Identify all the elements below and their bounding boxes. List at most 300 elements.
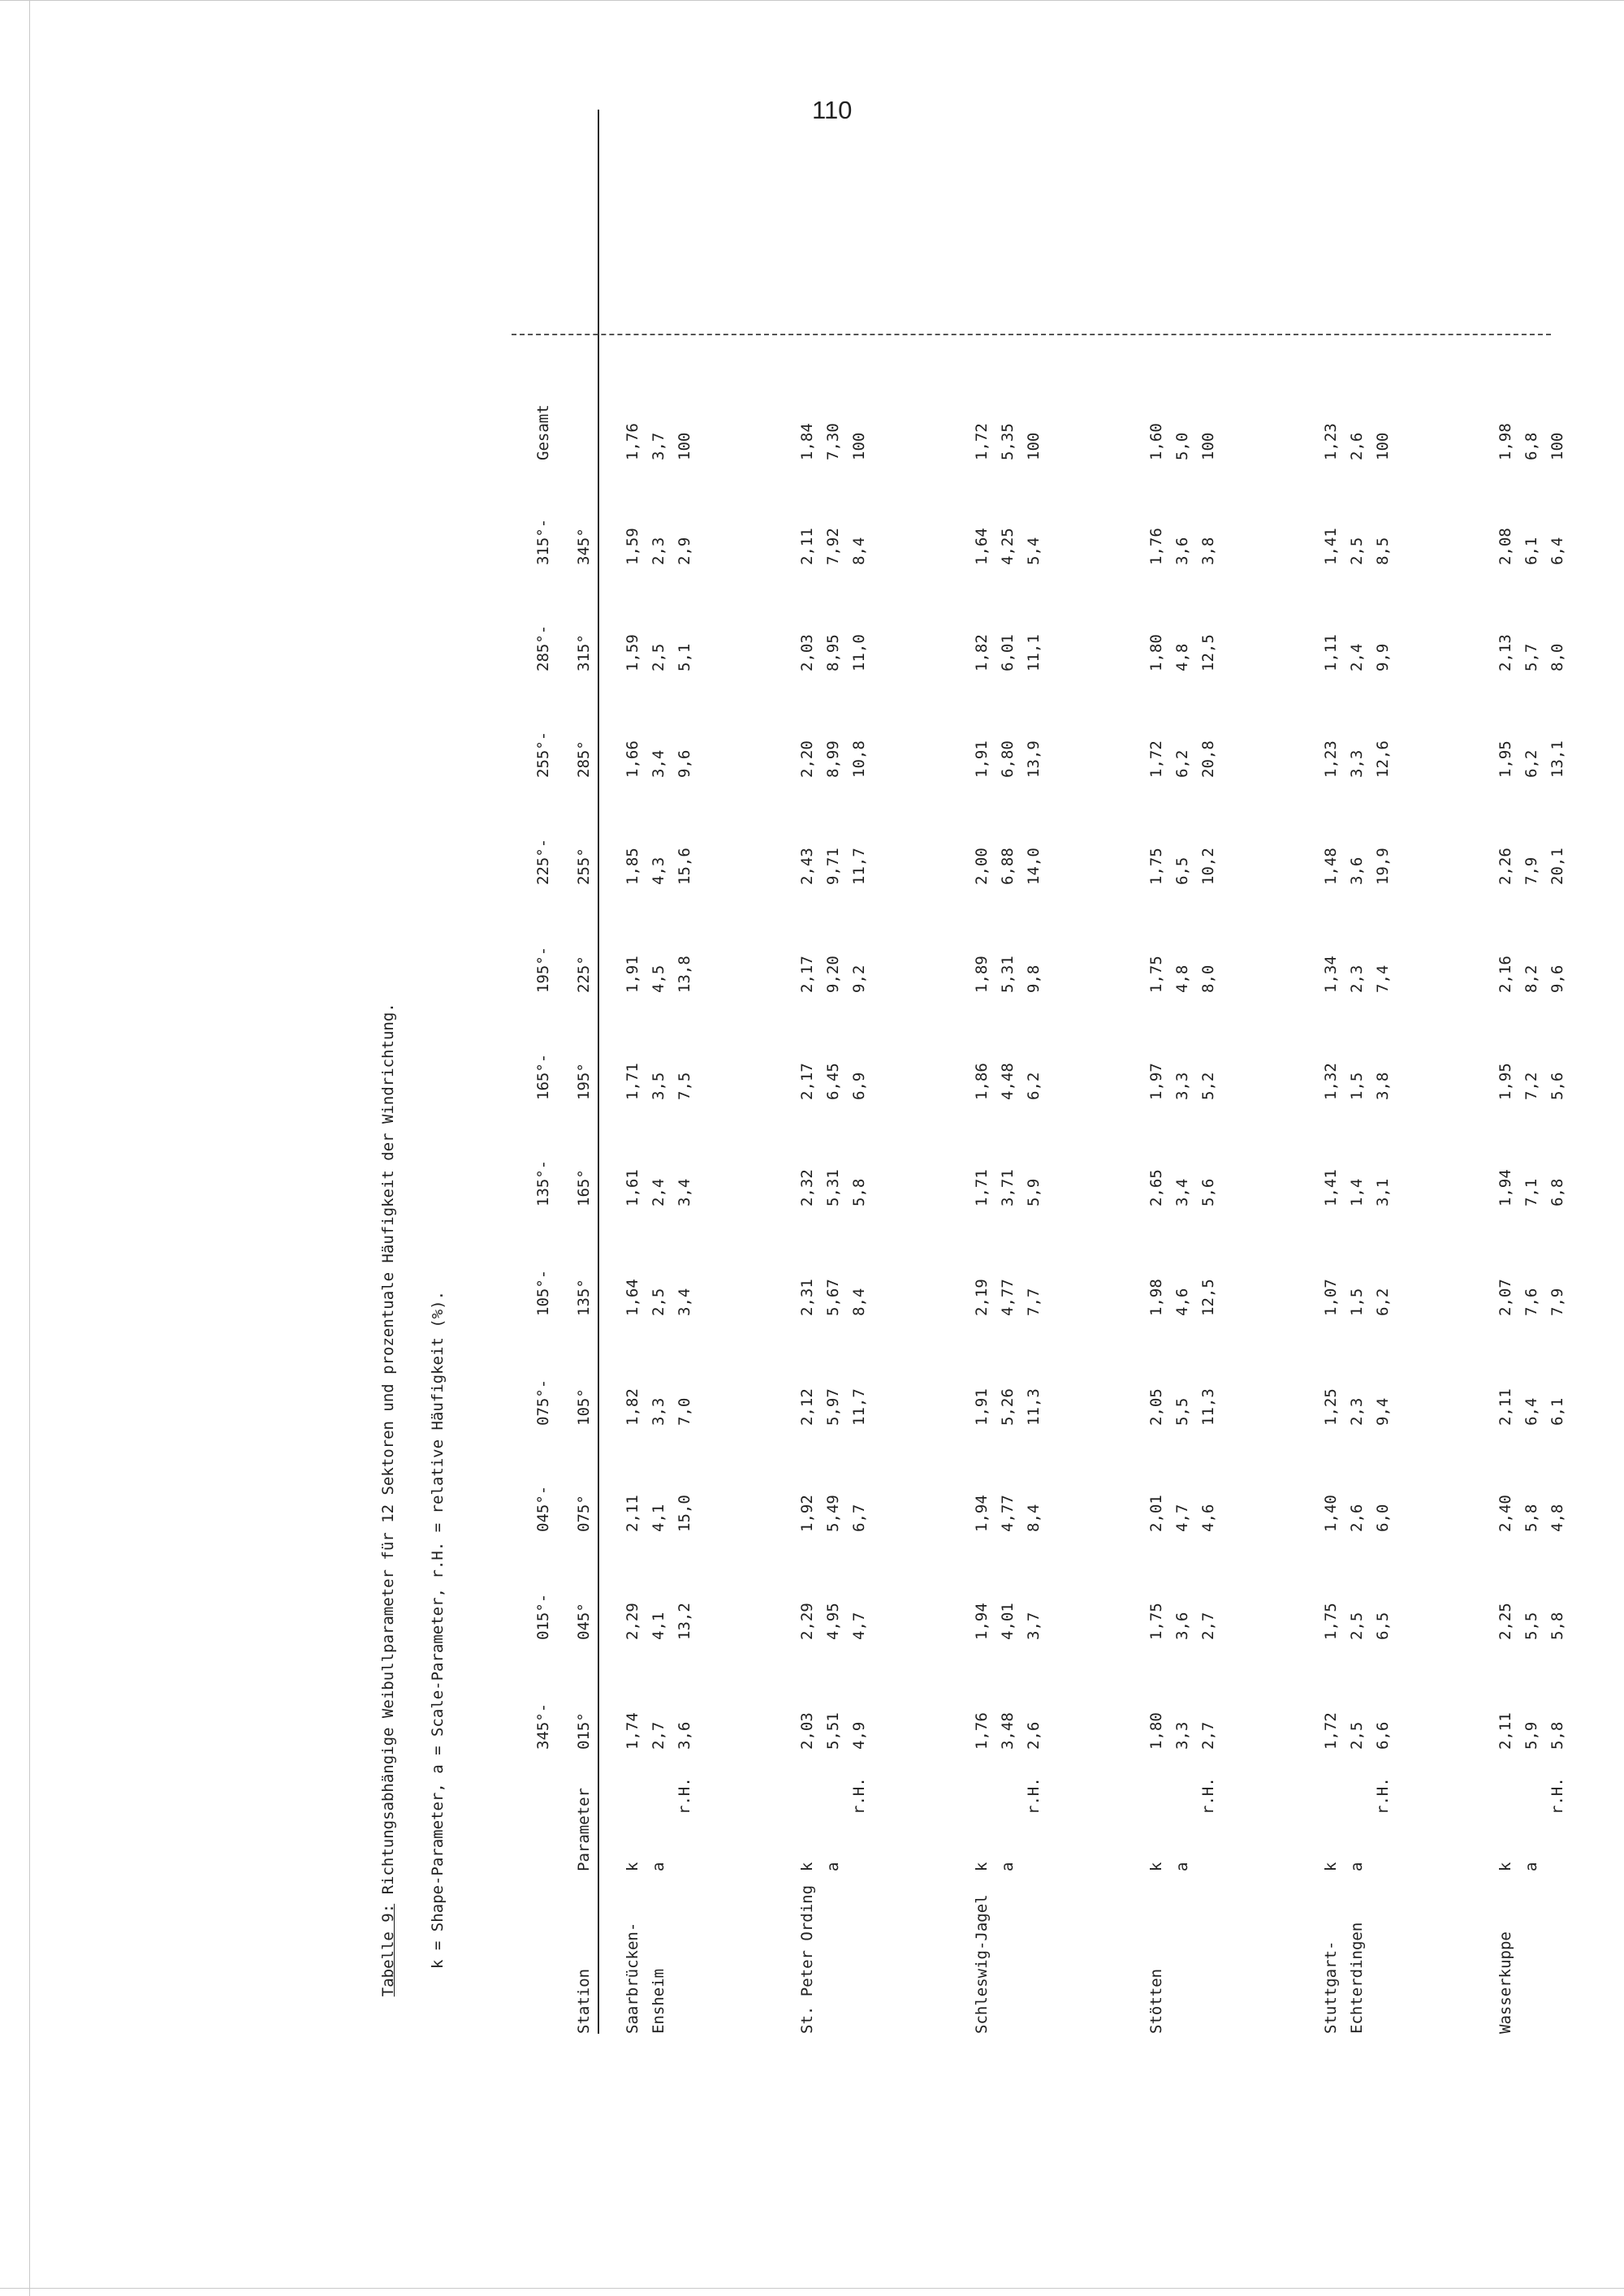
- sector-cell: 2,01: [1147, 1495, 1165, 1532]
- parameter-label: a: [1348, 1862, 1366, 1871]
- table-row: [677, 110, 703, 2034]
- sector-cell: 6,4: [1548, 537, 1566, 565]
- sector-cell: 2,11: [1497, 1712, 1514, 1750]
- sector-cell: 2,29: [624, 1603, 641, 1640]
- sector-cell: 1,75: [1147, 956, 1165, 993]
- table-row: [1376, 110, 1402, 2034]
- sector-cell: 1,85: [624, 848, 641, 885]
- station-name: Stötten: [1147, 1968, 1165, 2034]
- sector-cell: 7,9: [1522, 857, 1540, 885]
- header-sector-to: 195°: [575, 1063, 593, 1100]
- sector-cell: 15,0: [676, 1495, 693, 1532]
- header-rule: [598, 110, 599, 2034]
- sector-cell: 9,71: [824, 848, 842, 885]
- sector-cell: 6,2: [1522, 749, 1540, 778]
- sector-cell: 2,65: [1147, 1169, 1165, 1206]
- sector-cell: 8,0: [1199, 965, 1217, 993]
- table-row: [1201, 110, 1227, 2034]
- table-row: [1498, 110, 1524, 2034]
- sector-cell: 3,3: [650, 1397, 667, 1426]
- parameter-label: k: [1147, 1862, 1165, 1871]
- total-cell: 1,76: [624, 423, 641, 460]
- sector-cell: 5,5: [1522, 1612, 1540, 1640]
- sector-cell: 11,1: [1025, 634, 1043, 671]
- sector-cell: 1,82: [973, 634, 991, 671]
- table-legend: k = Shape-Parameter, a = Scale-Parameter, r.H. = relative Häufigkeit (%).: [429, 1290, 447, 1969]
- sector-cell: 1,07: [1322, 1279, 1340, 1316]
- sector-cell: 7,2: [1522, 1072, 1540, 1100]
- sector-cell: 6,2: [1025, 1072, 1043, 1100]
- sector-cell: 2,11: [624, 1495, 641, 1532]
- weibull-table: [503, 110, 1624, 2034]
- sector-cell: 14,0: [1025, 848, 1043, 885]
- sector-cell: 1,91: [624, 956, 641, 993]
- table-row: [1000, 110, 1026, 2034]
- sector-cell: 1,23: [1322, 740, 1340, 778]
- sector-cell: 6,01: [999, 634, 1017, 671]
- sector-cell: 7,1: [1522, 1178, 1540, 1206]
- sector-cell: 1,76: [1147, 528, 1165, 565]
- sector-cell: 1,89: [973, 956, 991, 993]
- table-row: [1026, 110, 1052, 2034]
- sector-cell: 6,4: [1522, 1397, 1540, 1426]
- scan-edge-left: [29, 0, 30, 2296]
- sector-cell: 2,3: [1348, 965, 1366, 993]
- station-name: Stuttgart-: [1322, 1940, 1340, 2034]
- sector-cell: 2,7: [1199, 1612, 1217, 1640]
- sector-cell: 3,5: [650, 1072, 667, 1100]
- sector-cell: 5,31: [999, 956, 1017, 993]
- table-row: [1524, 110, 1550, 2034]
- sector-cell: 3,4: [676, 1288, 693, 1316]
- total-cell: 2,6: [1348, 432, 1366, 460]
- sector-cell: 5,5: [1173, 1397, 1191, 1426]
- sector-cell: 1,66: [624, 740, 641, 778]
- sector-cell: 15,6: [676, 848, 693, 885]
- total-cell: 100: [1025, 432, 1043, 460]
- sector-cell: 4,9: [850, 1721, 868, 1750]
- sector-cell: 2,3: [1348, 1397, 1366, 1426]
- table-row: [1324, 110, 1350, 2034]
- parameter-label: r.H.: [676, 1777, 693, 1815]
- station-name: St. Peter Ording: [798, 1884, 816, 2034]
- sector-cell: 1,74: [624, 1712, 641, 1750]
- station-name: Wasserkuppe: [1497, 1931, 1514, 2034]
- total-cell: 100: [850, 432, 868, 460]
- parameter-label: k: [973, 1862, 991, 1871]
- sector-cell: 2,40: [1497, 1495, 1514, 1532]
- sector-cell: 1,5: [1348, 1288, 1366, 1316]
- total-cell: 1,23: [1322, 423, 1340, 460]
- sector-cell: 4,01: [999, 1603, 1017, 1640]
- header-sector-from: 345°-: [534, 1703, 552, 1750]
- total-cell: 3,7: [650, 432, 667, 460]
- sector-cell: 5,26: [999, 1388, 1017, 1426]
- sector-cell: 5,49: [824, 1495, 842, 1532]
- sector-cell: 3,6: [1173, 1612, 1191, 1640]
- sector-cell: 1,48: [1322, 848, 1340, 885]
- total-cell: 100: [1548, 432, 1566, 460]
- sector-cell: 2,43: [798, 848, 816, 885]
- table-row: [625, 110, 651, 2034]
- sector-cell: 1,59: [624, 634, 641, 671]
- header-sector-from: 165°-: [534, 1053, 552, 1100]
- sector-cell: 10,8: [850, 740, 868, 778]
- sector-cell: 4,7: [850, 1612, 868, 1640]
- sector-cell: 20,1: [1548, 848, 1566, 885]
- sector-cell: 9,20: [824, 956, 842, 993]
- sector-cell: 8,5: [1374, 537, 1392, 565]
- sector-cell: 1,41: [1322, 1169, 1340, 1206]
- sector-cell: 3,6: [1173, 537, 1191, 565]
- sector-cell: 2,08: [1497, 528, 1514, 565]
- header-sector-to: 225°: [575, 956, 593, 993]
- sector-cell: 4,25: [999, 528, 1017, 565]
- table-row: [651, 110, 677, 2034]
- header-sector-from: 105°-: [534, 1269, 552, 1316]
- sector-cell: 3,3: [1348, 749, 1366, 778]
- sector-cell: 11,3: [1025, 1388, 1043, 1426]
- header-sector-to: 135°: [575, 1279, 593, 1316]
- sector-cell: 5,6: [1548, 1072, 1566, 1100]
- header-sector-from: 135°-: [534, 1159, 552, 1206]
- sector-cell: 6,5: [1173, 857, 1191, 885]
- sector-cell: 12,5: [1199, 634, 1217, 671]
- rotated-table-page: [357, 69, 1624, 2034]
- sector-cell: 3,1: [1374, 1178, 1392, 1206]
- sector-cell: 4,77: [999, 1495, 1017, 1532]
- header-sector-from: 285°-: [534, 624, 552, 671]
- sector-cell: 9,8: [1025, 965, 1043, 993]
- sector-cell: 2,20: [798, 740, 816, 778]
- sector-cell: 1,94: [1497, 1169, 1514, 1206]
- sector-cell: 5,8: [1522, 1504, 1540, 1532]
- caption-label: Tabelle 9:: [379, 1903, 397, 1997]
- sector-cell: 1,11: [1322, 634, 1340, 671]
- station-name: Echterdingen: [1348, 1922, 1366, 2034]
- sector-cell: 1,82: [624, 1388, 641, 1426]
- sector-cell: 5,67: [824, 1279, 842, 1316]
- sector-cell: 3,3: [1173, 1072, 1191, 1100]
- sector-cell: 11,7: [850, 848, 868, 885]
- header-sector-to: 345°: [575, 528, 593, 565]
- header-sector-from: 075°-: [534, 1379, 552, 1426]
- table-row: [1550, 110, 1576, 2034]
- parameter-label: a: [1522, 1862, 1540, 1871]
- sector-cell: 5,8: [1548, 1612, 1566, 1640]
- sector-cell: 2,4: [1348, 643, 1366, 671]
- total-cell: 1,98: [1497, 423, 1514, 460]
- header-sector-to: 255°: [575, 848, 593, 885]
- sector-cell: 2,31: [798, 1279, 816, 1316]
- parameter-label: k: [1322, 1862, 1340, 1871]
- sector-cell: 3,4: [1173, 1178, 1191, 1206]
- sector-cell: 6,8: [1548, 1178, 1566, 1206]
- header-parameter: Parameter: [575, 1788, 593, 1871]
- header-sector-to: 105°: [575, 1388, 593, 1426]
- sector-cell: 6,1: [1548, 1397, 1566, 1426]
- sector-cell: 3,6: [676, 1721, 693, 1750]
- table-row: [852, 110, 878, 2034]
- sector-cell: 9,6: [676, 749, 693, 778]
- sector-cell: 2,12: [798, 1388, 816, 1426]
- total-cell: 100: [1374, 432, 1392, 460]
- header-sector-from: 045°-: [534, 1485, 552, 1532]
- station-name: Ensheim: [650, 1968, 667, 2034]
- sector-cell: 1,64: [973, 528, 991, 565]
- sector-cell: 2,16: [1497, 956, 1514, 993]
- sector-cell: 4,8: [1548, 1504, 1566, 1532]
- sector-cell: 9,2: [850, 965, 868, 993]
- sector-cell: 8,2: [1522, 965, 1540, 993]
- sector-cell: 6,80: [999, 740, 1017, 778]
- sector-cell: 6,6: [1374, 1721, 1392, 1750]
- sector-cell: 13,9: [1025, 740, 1043, 778]
- table-caption: [365, 1003, 412, 2034]
- parameter-label: r.H.: [1025, 1777, 1043, 1815]
- sector-cell: 11,3: [1199, 1388, 1217, 1426]
- header-total: Gesamt: [534, 404, 552, 460]
- sector-cell: 8,0: [1548, 643, 1566, 671]
- sector-cell: 1,32: [1322, 1063, 1340, 1100]
- sector-cell: 1,98: [1147, 1279, 1165, 1316]
- sector-cell: 2,26: [1497, 848, 1514, 885]
- sector-cell: 5,1: [676, 643, 693, 671]
- parameter-label: r.H.: [1548, 1777, 1566, 1815]
- table-row: [800, 110, 826, 2034]
- sector-cell: 3,71: [999, 1169, 1017, 1206]
- sector-cell: 2,5: [1348, 1612, 1366, 1640]
- header-sector-to: 045°: [575, 1603, 593, 1640]
- sector-cell: 5,51: [824, 1712, 842, 1750]
- sector-cell: 2,00: [973, 848, 991, 885]
- station-name: Schleswig-Jagel: [973, 1894, 991, 2034]
- sector-cell: 1,92: [798, 1495, 816, 1532]
- sector-cell: 7,0: [676, 1397, 693, 1426]
- sector-cell: 4,1: [650, 1504, 667, 1532]
- sector-cell: 1,80: [1147, 1712, 1165, 1750]
- sector-cell: 7,6: [1522, 1288, 1540, 1316]
- sector-cell: 6,88: [999, 848, 1017, 885]
- sector-cell: 2,5: [650, 1288, 667, 1316]
- parameter-label: r.H.: [850, 1777, 868, 1815]
- sector-cell: 5,8: [850, 1178, 868, 1206]
- sector-cell: 6,5: [1374, 1612, 1392, 1640]
- table-row: [1175, 110, 1201, 2034]
- scan-edge-top: [0, 0, 1624, 1]
- sector-cell: 8,4: [850, 537, 868, 565]
- sector-cell: 3,4: [676, 1178, 693, 1206]
- table-row: [1350, 110, 1376, 2034]
- sector-cell: 1,80: [1147, 634, 1165, 671]
- parameter-label: r.H.: [1374, 1777, 1392, 1815]
- sector-cell: 6,2: [1374, 1288, 1392, 1316]
- sector-cell: 6,2: [1173, 749, 1191, 778]
- sector-cell: 1,75: [1147, 848, 1165, 885]
- sector-cell: 4,77: [999, 1279, 1017, 1316]
- sector-cell: 13,8: [676, 956, 693, 993]
- sector-cell: 12,5: [1199, 1279, 1217, 1316]
- sector-cell: 6,7: [850, 1504, 868, 1532]
- sector-cell: 2,17: [798, 956, 816, 993]
- sector-cell: 4,7: [1173, 1504, 1191, 1532]
- page-number: 110: [812, 96, 853, 124]
- sector-cell: 7,4: [1374, 965, 1392, 993]
- total-cell: 100: [676, 432, 693, 460]
- sector-cell: 1,59: [624, 528, 641, 565]
- sector-cell: 1,86: [973, 1063, 991, 1100]
- sector-cell: 3,4: [650, 749, 667, 778]
- sector-cell: 1,40: [1322, 1495, 1340, 1532]
- header-sector-to: 015°: [575, 1712, 593, 1750]
- total-cell: 6,8: [1522, 432, 1540, 460]
- sector-cell: 2,32: [798, 1169, 816, 1206]
- sector-cell: 4,8: [1173, 965, 1191, 993]
- sector-cell: 4,3: [650, 857, 667, 885]
- sector-cell: 5,4: [1025, 537, 1043, 565]
- sector-cell: 5,9: [1025, 1178, 1043, 1206]
- table-row: [826, 110, 852, 2034]
- sector-cell: 1,95: [1497, 1063, 1514, 1100]
- sector-cell: 4,6: [1173, 1288, 1191, 1316]
- header-station: Station: [575, 1968, 593, 2034]
- sector-cell: 19,9: [1374, 848, 1392, 885]
- sector-cell: 13,1: [1548, 740, 1566, 778]
- sector-cell: 8,99: [824, 740, 842, 778]
- sector-cell: 6,45: [824, 1063, 842, 1100]
- parameter-label: k: [624, 1862, 641, 1871]
- sector-cell: 2,9: [676, 537, 693, 565]
- total-cell: 1,84: [798, 423, 816, 460]
- sector-cell: 3,8: [1374, 1072, 1392, 1100]
- total-cell: 5,35: [999, 423, 1017, 460]
- parameter-label: r.H.: [1199, 1777, 1217, 1815]
- sector-cell: 5,6: [1199, 1178, 1217, 1206]
- table-row: [974, 110, 1000, 2034]
- sector-cell: 1,4: [1348, 1178, 1366, 1206]
- total-cell: 5,0: [1173, 432, 1191, 460]
- sector-cell: 3,8: [1199, 537, 1217, 565]
- sector-cell: 4,48: [999, 1063, 1017, 1100]
- parameter-label: a: [1173, 1862, 1191, 1871]
- sector-cell: 11,7: [850, 1388, 868, 1426]
- parameter-label: k: [1497, 1862, 1514, 1871]
- sector-cell: 2,5: [1348, 1721, 1366, 1750]
- sector-cell: 2,5: [1348, 537, 1366, 565]
- sector-cell: 1,34: [1322, 956, 1340, 993]
- sector-cell: 2,19: [973, 1279, 991, 1316]
- sector-cell: 1,71: [973, 1169, 991, 1206]
- parameter-label: a: [824, 1862, 842, 1871]
- header-sector-from: 015°-: [534, 1593, 552, 1640]
- sector-cell: 1,71: [624, 1063, 641, 1100]
- sector-cell: 6,0: [1374, 1504, 1392, 1532]
- sector-cell: 7,7: [1025, 1288, 1043, 1316]
- parameter-label: a: [999, 1862, 1017, 1871]
- sector-cell: 4,8: [1173, 643, 1191, 671]
- sector-cell: 2,4: [650, 1178, 667, 1206]
- total-cell: 100: [1199, 432, 1217, 460]
- sector-cell: 5,7: [1522, 643, 1540, 671]
- sector-cell: 2,6: [1348, 1504, 1366, 1532]
- sector-cell: 7,9: [1548, 1288, 1566, 1316]
- sector-cell: 9,4: [1374, 1397, 1392, 1426]
- sector-cell: 2,11: [1497, 1388, 1514, 1426]
- sector-cell: 1,97: [1147, 1063, 1165, 1100]
- sector-cell: 2,3: [650, 537, 667, 565]
- table-row: [1149, 110, 1175, 2034]
- sector-cell: 2,03: [798, 634, 816, 671]
- sector-cell: 1,94: [973, 1603, 991, 1640]
- sector-cell: 4,1: [650, 1612, 667, 1640]
- sector-cell: 20,8: [1199, 740, 1217, 778]
- sector-cell: 6,1: [1522, 537, 1540, 565]
- sector-cell: 3,7: [1025, 1612, 1043, 1640]
- sector-cell: 5,97: [824, 1388, 842, 1426]
- parameter-label: a: [650, 1862, 667, 1871]
- sector-cell: 1,75: [1147, 1603, 1165, 1640]
- sector-cell: 2,25: [1497, 1603, 1514, 1640]
- sector-cell: 2,17: [798, 1063, 816, 1100]
- sector-cell: 1,64: [624, 1279, 641, 1316]
- sector-cell: 2,29: [798, 1603, 816, 1640]
- caption-text: Richtungsabhängige Weibullparameter für 12 Sektoren und prozentuale Häufigkeit der Windrichtung.: [379, 1003, 397, 1904]
- sector-cell: 1,41: [1322, 528, 1340, 565]
- sector-cell: 2,07: [1497, 1279, 1514, 1316]
- sector-cell: 3,48: [999, 1712, 1017, 1750]
- sector-cell: 2,7: [650, 1721, 667, 1750]
- sector-cell: 1,91: [973, 740, 991, 778]
- sector-cell: 1,72: [1322, 1712, 1340, 1750]
- sector-cell: 10,2: [1199, 848, 1217, 885]
- sector-cell: 13,2: [676, 1603, 693, 1640]
- sector-cell: 1,94: [973, 1495, 991, 1532]
- sector-cell: 1,75: [1322, 1603, 1340, 1640]
- sector-cell: 12,6: [1374, 740, 1392, 778]
- sector-cell: 1,95: [1497, 740, 1514, 778]
- sector-cell: 5,31: [824, 1169, 842, 1206]
- header-sector-from: 225°-: [534, 838, 552, 885]
- sector-cell: 8,95: [824, 634, 842, 671]
- header-sector-from: 195°-: [534, 946, 552, 993]
- header-sector-to: 285°: [575, 740, 593, 778]
- header-sector-to: 315°: [575, 634, 593, 671]
- sector-cell: 5,9: [1522, 1721, 1540, 1750]
- sector-cell: 2,03: [798, 1712, 816, 1750]
- sector-cell: 9,9: [1374, 643, 1392, 671]
- sector-cell: 5,8: [1548, 1721, 1566, 1750]
- sector-cell: 11,0: [850, 634, 868, 671]
- header-sector-from: 255°-: [534, 731, 552, 778]
- sector-cell: 1,5: [1348, 1072, 1366, 1100]
- sector-cell: 6,9: [850, 1072, 868, 1100]
- header-sector-from: 315°-: [534, 518, 552, 565]
- total-cell: 1,60: [1147, 423, 1165, 460]
- parameter-label: k: [798, 1862, 816, 1871]
- header-sector-to: 165°: [575, 1169, 593, 1206]
- sector-cell: 4,5: [650, 965, 667, 993]
- total-cell: 1,72: [973, 423, 991, 460]
- sector-cell: 1,76: [973, 1712, 991, 1750]
- sector-cell: 4,95: [824, 1603, 842, 1640]
- sector-cell: 2,6: [1025, 1721, 1043, 1750]
- sector-cell: 1,91: [973, 1388, 991, 1426]
- sector-cell: 5,2: [1199, 1072, 1217, 1100]
- sector-cell: 2,05: [1147, 1388, 1165, 1426]
- sector-cell: 7,5: [676, 1072, 693, 1100]
- sector-cell: 2,7: [1199, 1721, 1217, 1750]
- sector-cell: 2,13: [1497, 634, 1514, 671]
